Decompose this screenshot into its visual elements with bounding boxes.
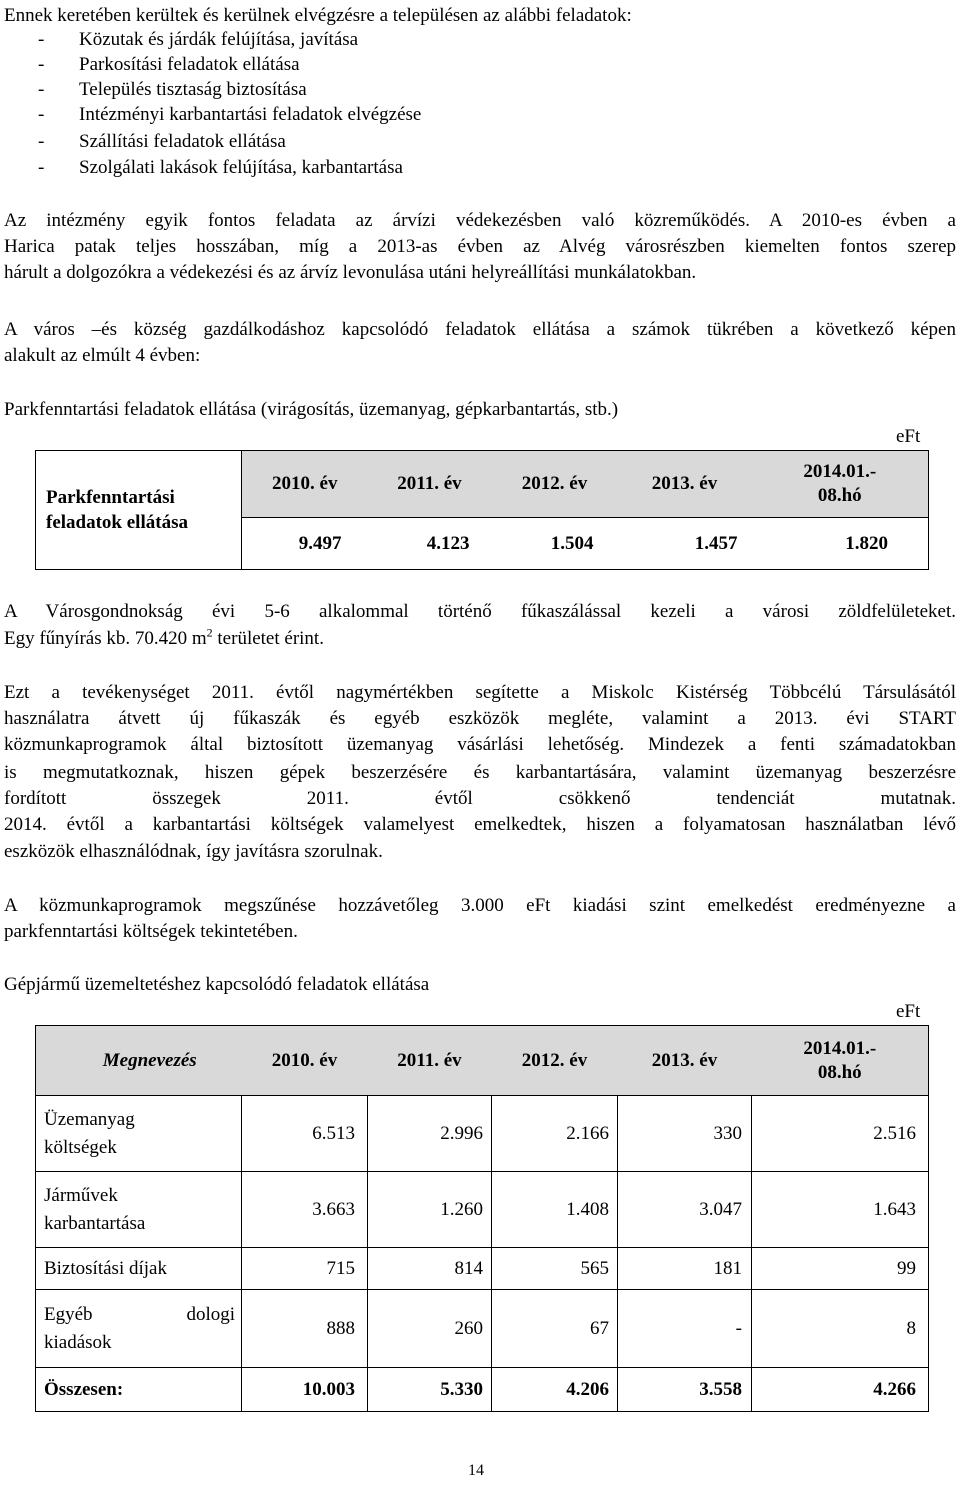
table1-title: Parkfenntartási feladatok ellátása (virágosítás, üzemanyag, gépkarbantartás, stb.) <box>4 399 619 420</box>
paragraph-line: Egy fűnyírás kb. 70.420 $m^2$ területet érint. <box>4 625 324 649</box>
table1-header-2013: 2013. év <box>618 451 752 518</box>
total-2010: 10.003 <box>242 1368 368 1412</box>
total-2011: 5.330 <box>368 1368 492 1412</box>
table1-header-2014: 2014.01.- 08.hó <box>752 451 929 518</box>
cell-2010: 715 <box>242 1248 368 1290</box>
table1-value-2013: 1.457 <box>618 518 752 570</box>
row-label: Járművek karbantartása <box>36 1172 242 1248</box>
cell-2010: 3.663 <box>242 1172 368 1248</box>
table1-header-2010: 2010. év <box>242 451 368 518</box>
row-label: Biztosítási díjak <box>36 1248 242 1290</box>
paragraph-line: közmunkaprogramok által biztosított üzemanyag vásárlási lehetőség. Mindezek a fenti számadatokban <box>4 734 956 755</box>
cell-2012: 565 <box>492 1248 618 1290</box>
table2-title: Gépjármű üzemeltetéshez kapcsolódó feladatok ellátása <box>4 974 430 995</box>
cell-2011: 260 <box>368 1290 492 1368</box>
table-row <box>36 1290 929 1368</box>
paragraph-line: 2014. évtől a karbantartási költségek valamelyest emelkedtek, hiszen a folyamatosan használatban lévő <box>4 814 956 835</box>
cell-2014: 8 <box>752 1290 929 1368</box>
table2-header-2014: 2014.01.- 08.hó <box>752 1026 929 1096</box>
paragraph-line: hárult a dolgozókra a védekezési és az árvíz levonulása utáni helyreállítási munkálatokban. <box>4 262 697 283</box>
paragraph-line: használatra átvett új fűkaszák és egyéb eszközök megléte, valamint a 2013. évi START <box>4 708 956 729</box>
table1-value-2010: 9.497 <box>242 518 368 570</box>
paragraph-line: A Városgondnokság évi 5-6 alkalommal történő fűkaszálással kezeli a városi zöldfelületeket. <box>4 601 956 622</box>
cell-2010: 6.513 <box>242 1096 368 1172</box>
table-row <box>36 1096 929 1172</box>
page-number: 14 <box>468 1462 484 1479</box>
list-item: - Közutak és járdák felújítása, javítása <box>38 29 359 50</box>
paragraph-line: Ezt a tevékenységet 2011. évtől nagymértékben segítette a Miskolc Kistérség Többcélú Társulásától <box>4 682 956 703</box>
paragraph-line: A város –és község gazdálkodáshoz kapcsolódó feladatok ellátása a számok tükrében a következő képen <box>4 319 956 340</box>
table2-header-label: Megnevezés <box>36 1026 242 1096</box>
paragraph-line: fordított összegek 2011. évtől csökkenő tendenciát mutatnak. <box>4 788 956 809</box>
table2-header-2011: 2011. év <box>368 1026 492 1096</box>
table-total-row <box>36 1368 929 1412</box>
paragraph-line: Harica patak teljes hosszában, míg a 2013-as évben az Alvég városrészben kiemelten fontos szerep <box>4 236 956 257</box>
paragraph-line: eszközök elhasználódnak, így javításra szorulnak. <box>4 841 383 862</box>
list-item: - Szolgálati lakások felújítása, karbantartása <box>38 157 403 178</box>
total-2012: 4.206 <box>492 1368 618 1412</box>
park-maintenance-table <box>35 450 929 570</box>
cell-2010: 888 <box>242 1290 368 1368</box>
paragraph-line: Az intézmény egyik fontos feladata az árvízi védekezésben való közreműködés. A 2010-es évben a <box>4 210 956 231</box>
table2-header-2013: 2013. év <box>618 1026 752 1096</box>
paragraph-line: alakult az elmúlt 4 évben: <box>4 345 201 366</box>
list-item: - Szállítási feladatok ellátása <box>38 131 286 152</box>
table2-unit: eFt <box>896 1001 921 1022</box>
list-item: - Település tisztaság biztosítása <box>38 79 307 100</box>
table2-header-2012: 2012. év <box>492 1026 618 1096</box>
paragraph-line: A közmunkaprogramok megszűnése hozzávetőleg 3.000 eFt kiadási szint emelkedést eredményezne a <box>4 895 956 916</box>
cell-2011: 814 <box>368 1248 492 1290</box>
cell-2011: 1.260 <box>368 1172 492 1248</box>
list-item: - Intézményi karbantartási feladatok elvégzése <box>38 104 422 125</box>
table2-header-2010: 2010. év <box>242 1026 368 1096</box>
table1-unit: eFt <box>896 426 921 447</box>
cell-2014: 99 <box>752 1248 929 1290</box>
total-2014: 4.266 <box>752 1368 929 1412</box>
table1-header-2012: 2012. év <box>492 451 618 518</box>
table1-header-2011: 2011. év <box>368 451 492 518</box>
cell-2014: 2.516 <box>752 1096 929 1172</box>
table-row <box>36 1248 929 1290</box>
total-2013: 3.558 <box>618 1368 752 1412</box>
cell-2012: 2.166 <box>492 1096 618 1172</box>
paragraph-line: parkfenntartási költségek tekintetében. <box>4 921 298 942</box>
list-item: - Parkosítási feladatok ellátása <box>38 54 300 75</box>
row-label: Egyéb dologi kiadások <box>36 1290 242 1368</box>
cell-2013: 3.047 <box>618 1172 752 1248</box>
cell-2013: 181 <box>618 1248 752 1290</box>
cell-2013: 330 <box>618 1096 752 1172</box>
cell-2012: 67 <box>492 1290 618 1368</box>
vehicle-operation-table <box>35 1025 929 1412</box>
table1-value-2012: 1.504 <box>492 518 618 570</box>
paragraph-line: is megmutatkoznak, hiszen gépek beszerzésére és karbantartására, valamint üzemanyag beszerzésre <box>4 762 956 783</box>
table1-value-2014: 1.820 <box>752 518 929 570</box>
intro-text: Ennek keretében kerültek és kerülnek elvégzésre a településen az alábbi feladatok: <box>4 5 632 26</box>
total-label: Összesen: <box>36 1368 242 1412</box>
table-row <box>36 1172 929 1248</box>
table1-row-label: Parkfenntartási feladatok ellátása <box>36 451 242 570</box>
cell-2014: 1.643 <box>752 1172 929 1248</box>
cell-2012: 1.408 <box>492 1172 618 1248</box>
cell-2013: - <box>618 1290 752 1368</box>
row-label: Üzemanyag költségek <box>36 1096 242 1172</box>
table1-value-2011: 4.123 <box>368 518 492 570</box>
cell-2011: 2.996 <box>368 1096 492 1172</box>
